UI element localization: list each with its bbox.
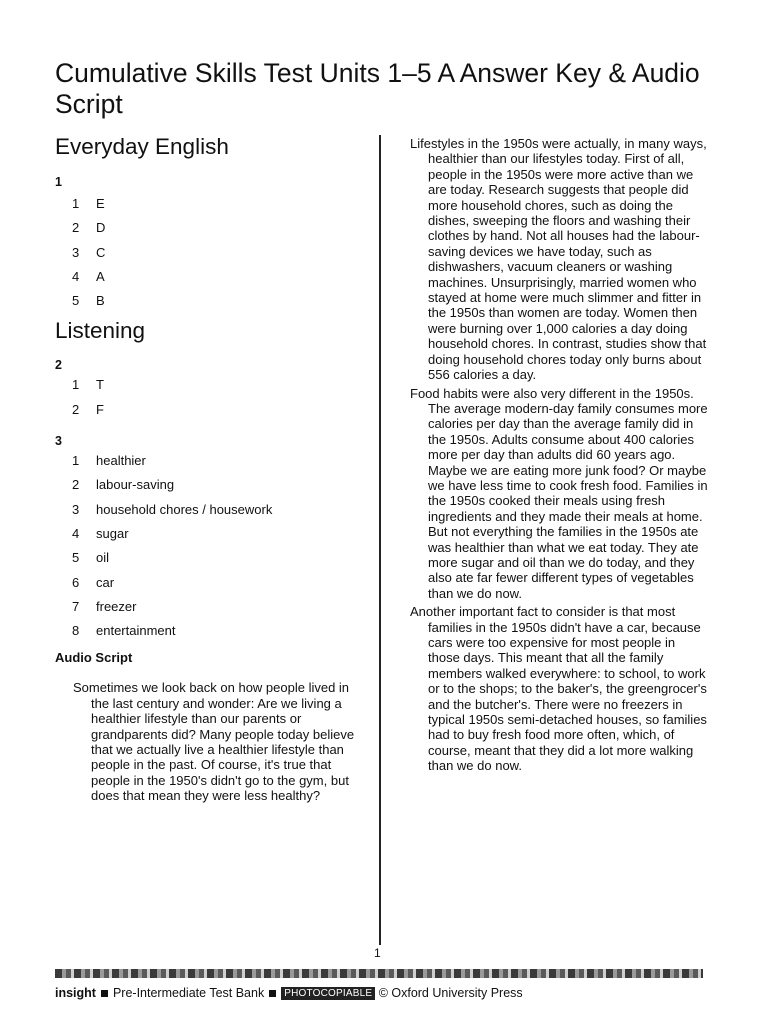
right-column	[410, 136, 710, 777]
item-number: 2	[72, 477, 80, 493]
item-number: 1	[72, 453, 80, 469]
item-answer: E	[96, 196, 105, 211]
item-number: 1	[72, 196, 80, 211]
answer-item	[55, 196, 370, 220]
answer-item	[55, 550, 370, 574]
audio-script-paragraph: Food habits were also very different in the 1950s. The average modern-day family consumes more calories per day than the average family did in the 1950s. Adults consume about 400 calories more per day than adults did 60 years ago. Maybe we are eating more junk food? Or maybe we have less time to cook fresh food. Families in the 1950s cooked their meals using fresh ingredients and they made their meals at home. But not everything the families in the 1950s ate was healthier than what we eat today. They ate more sugar and oil than we do today, and they also ate far fewer different types of vegetables than we do now.	[410, 385, 708, 601]
footer	[55, 983, 703, 1003]
footer-brand: insight	[55, 986, 96, 1000]
square-bullet-icon	[269, 990, 276, 997]
audio-script-paragraph: Another important fact to consider is that most families in the 1950s didn't have a car, because cars were too expensive for most people in those days. This meant that all the family members walked everywhere: to school, to work or to the shops; to the baker's, the greengrocer's and the butcher's. There were no freezers in typical 1950s semi-detached houses, so families had to buy fresh food more often, which, of course, meant that they did a lot more walking than we do now.	[410, 604, 707, 774]
section-heading-listening: Listening	[55, 318, 146, 344]
item-number: 5	[72, 293, 80, 309]
item-answer: oil	[96, 550, 110, 566]
question-number: 3	[55, 434, 62, 449]
item-answer: freezer	[96, 598, 137, 614]
answer-item	[55, 623, 370, 647]
item-answer: labour-saving	[96, 477, 175, 493]
answer-item	[55, 245, 370, 269]
answer-item	[55, 599, 370, 623]
audio-script-paragraph: Sometimes we look back on how people lived in the last century and wonder: Are we living a healthier lifestyle than our parents or grandparents did? Many people today believe that we actually live a healthier lifestyle than people in the past. Of course, it's true that people in the 1950's didn't go to the gym, but does that mean they were less healthy?	[73, 680, 355, 804]
answer-item	[55, 502, 370, 526]
item-answer: A	[96, 268, 105, 284]
item-answer: T	[96, 377, 104, 393]
item-answer: D	[96, 220, 106, 236]
answer-item	[55, 575, 370, 599]
question-number: 1	[55, 175, 62, 189]
item-answer: car	[96, 574, 115, 590]
item-answer: healthier	[96, 453, 146, 469]
page-number: 1	[374, 946, 381, 960]
answer-item	[55, 402, 370, 426]
answer-item	[55, 293, 370, 317]
item-answer: B	[96, 293, 105, 309]
section-heading-everyday-english: Everyday English	[55, 134, 229, 159]
item-number: 3	[72, 501, 80, 517]
footer-product: Pre-Intermediate Test Bank	[112, 986, 265, 1000]
item-number: 2	[72, 220, 80, 236]
page-title: Cumulative Skills Test Units 1–5 A Answer Key & Audio Script	[55, 58, 700, 119]
answer-item	[55, 453, 370, 477]
footer-publisher: © Oxford University Press	[378, 986, 523, 1000]
audio-script-heading: Audio Script	[55, 650, 133, 666]
square-bullet-icon	[101, 990, 108, 997]
item-number: 4	[72, 525, 80, 541]
item-number: 6	[72, 574, 80, 590]
answer-item	[55, 477, 370, 501]
photocopiable-badge: PHOTOCOPIABLE	[281, 987, 375, 1000]
item-number: 4	[72, 268, 80, 284]
answer-item	[55, 269, 370, 293]
answer-list	[55, 377, 370, 426]
question-number: 2	[55, 358, 62, 373]
column-divider	[379, 135, 381, 945]
item-number: 2	[72, 401, 80, 417]
item-number: 8	[72, 623, 80, 639]
item-answer: F	[96, 401, 104, 417]
item-answer: entertainment	[96, 623, 176, 639]
item-answer: household chores / housework	[96, 501, 273, 517]
item-number: 1	[72, 377, 80, 393]
item-number: 7	[72, 598, 80, 614]
answer-list	[55, 196, 370, 317]
footer-banner-image	[55, 969, 703, 978]
answer-item	[55, 377, 370, 401]
audio-script-paragraph: Lifestyles in the 1950s were actually, in many ways, healthier than our lifestyles today. First of all, people in the 1950s were more active than we are today. Research suggests that people did more household chores, such as doing the dishes, sweeping the floors and washing their clothes by hand. Not all houses had the labour-saving devices we have today, such as dishwashers, vacuum cleaners or washing machines. Unsurprisingly, married women who stayed at home were much slimmer and fitter in the 1950s than women are today. Women then were burning over 1,000 calories a day doing household chores. In contrast, studies show that doing household chores today only burns about 556 calories a day.	[410, 136, 707, 383]
item-answer: C	[96, 244, 106, 260]
answer-item	[55, 220, 370, 244]
answer-item	[55, 526, 370, 550]
answer-list	[55, 453, 370, 647]
item-answer: sugar	[96, 525, 129, 541]
left-column	[55, 133, 370, 804]
item-number: 3	[72, 244, 80, 260]
item-number: 5	[72, 550, 80, 566]
